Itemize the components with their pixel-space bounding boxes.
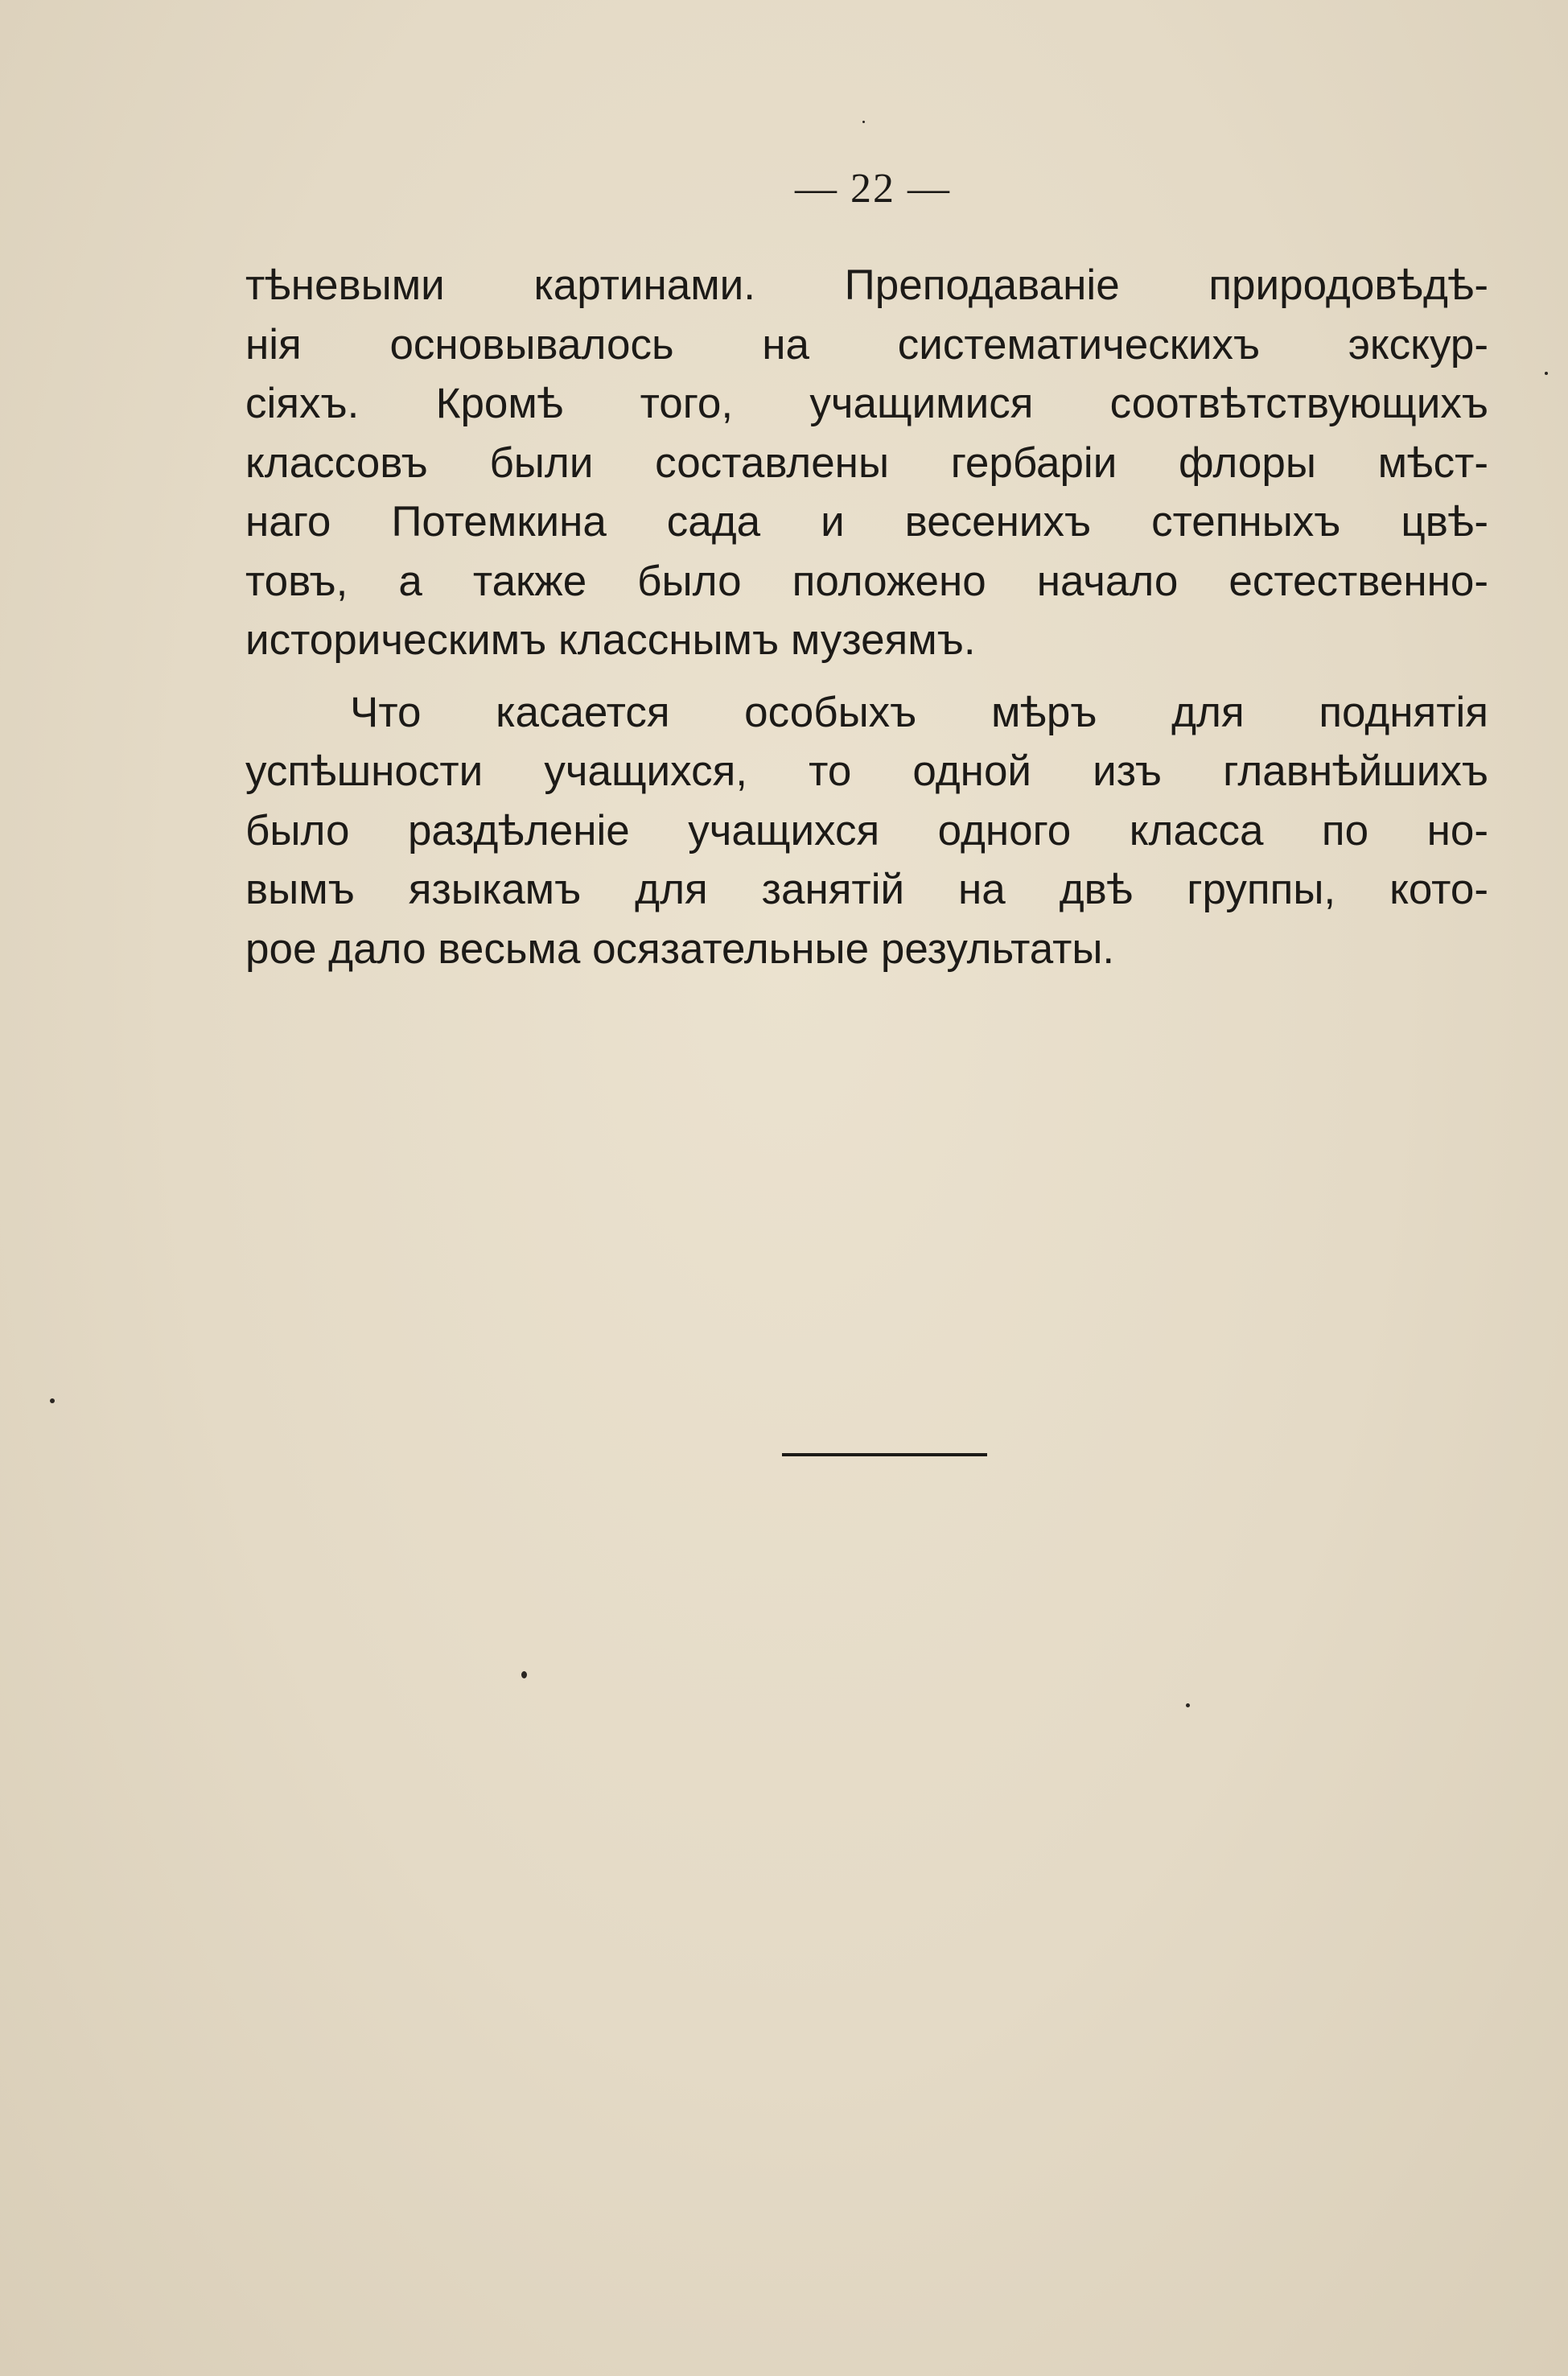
text-line: было раздѣленіе учащихся одного класса по но- — [245, 806, 1488, 854]
text-line: вымъ языкамъ для занятій на двѣ группы, кото- — [245, 866, 1488, 913]
ink-speck — [1186, 1703, 1190, 1707]
text-line: рое дало весьма осязательные результаты. — [245, 924, 1115, 973]
ink-speck — [1545, 372, 1548, 375]
text-line: сіяхъ. Кромѣ того, учащимися соотвѣтствующихъ — [245, 380, 1488, 427]
text-line: Что касается особыхъ мѣръ для поднятія — [350, 688, 1488, 736]
text-line: классовъ были составлены гербаріи флоры мѣст- — [245, 439, 1488, 487]
text-line: тѣневыми картинами. Преподаваніе природовѣдѣ- — [245, 261, 1488, 309]
end-rule — [782, 1453, 987, 1456]
body-text — [245, 256, 1488, 978]
paragraph-gap — [245, 670, 1488, 683]
paragraph-2 — [245, 683, 1488, 979]
paragraph-1 — [245, 256, 1488, 670]
text-line: товъ, а также было положено начало естественно- — [245, 557, 1488, 605]
ink-speck — [521, 1671, 527, 1678]
page-number: — 22 — — [795, 166, 951, 212]
text-line: успѣшности учащихся, то одной изъ главнѣйшихъ — [245, 747, 1488, 795]
text-line: нія основывалось на систематическихъ экскур- — [245, 320, 1488, 369]
ink-speck — [50, 1398, 55, 1403]
text-line: наго Потемкина сада и весенихъ степныхъ цвѣ- — [245, 498, 1488, 546]
ink-speck — [862, 121, 865, 123]
text-line: историческимъ класснымъ музеямъ. — [245, 616, 976, 664]
